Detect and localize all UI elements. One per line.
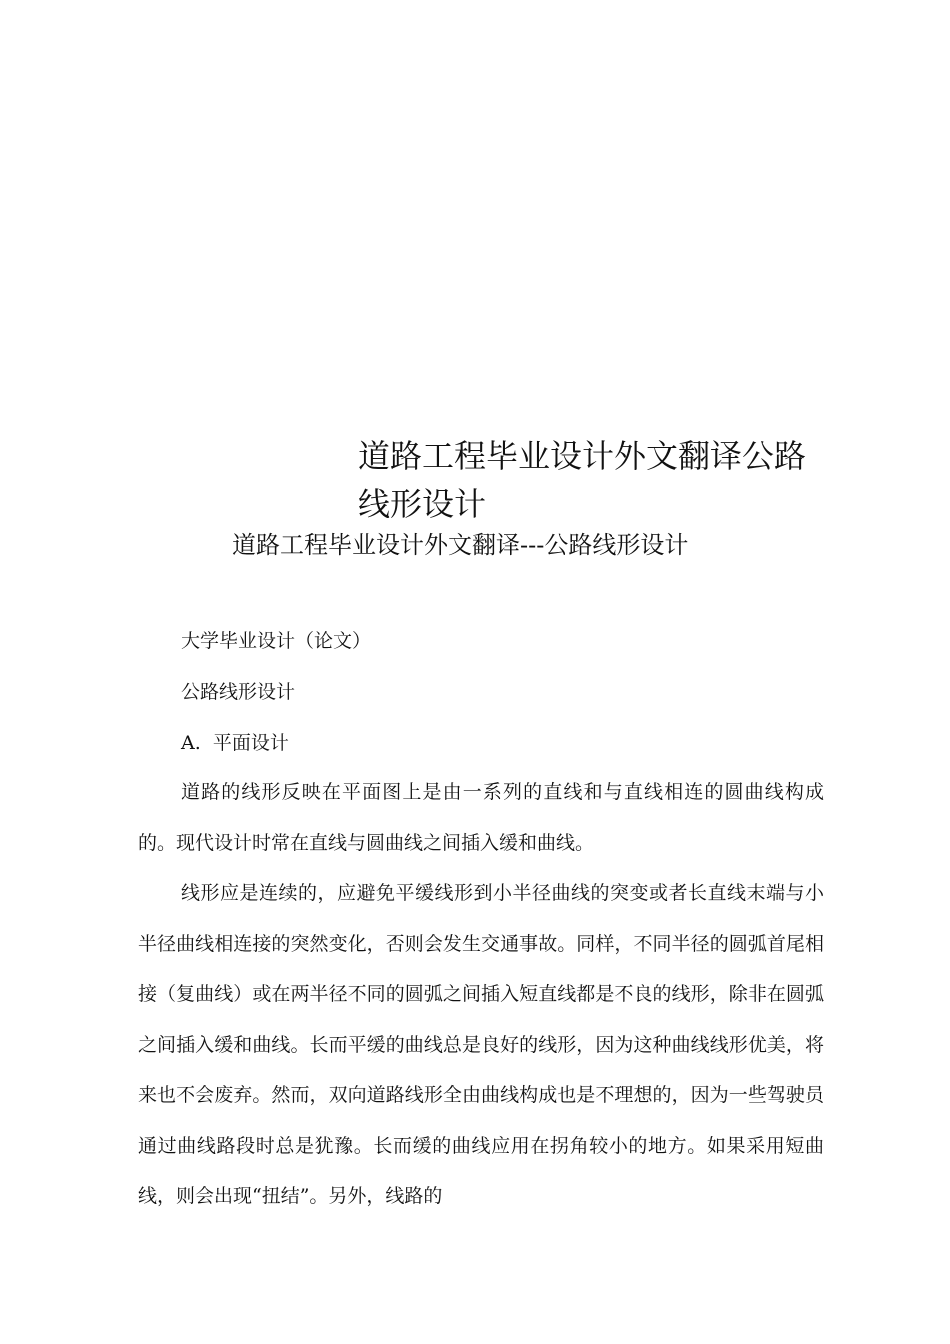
- paragraph-1: 道路的线形反映在平面图上是由一系列的直线和与直线相连的圆曲线构成的。现代设计时常在直线与圆曲线之间插入缓和曲线。: [138, 781, 824, 854]
- paragraph-2: 线形应是连续的，应避免平缓线形到小半径曲线的突变或者长直线末端与小半径曲线相连接的突然变化，否则会发生交通事故。同样，不同半径的圆弧首尾相接（复曲线）或在两半径不同的圆弧之间插入短直线都是不良的线形，除非在圆弧之间插入缓和曲线。长而平缓的曲线总是良好的线形，因为这种曲线线形优美，将来也不会废弃。然而，双向道路线形全由曲线构成也是不理想的，因为一些驾驶员通过曲线路段时总是犹豫。长而缓的曲线应用在拐角较小的地方。如果采用短曲线，则会出现“扭结”。另外，线路的: [138, 882, 824, 1207]
- section-title: 公路线形设计: [181, 681, 296, 703]
- thesis-label: 大学毕业设计（论文）: [181, 630, 372, 652]
- subsection-heading: A. 平面设计: [181, 732, 289, 754]
- main-title: 道路工程毕业设计外文翻译公路线形设计: [358, 437, 807, 523]
- subtitle: 道路工程毕业设计外文翻译---公路线形设计: [232, 531, 689, 559]
